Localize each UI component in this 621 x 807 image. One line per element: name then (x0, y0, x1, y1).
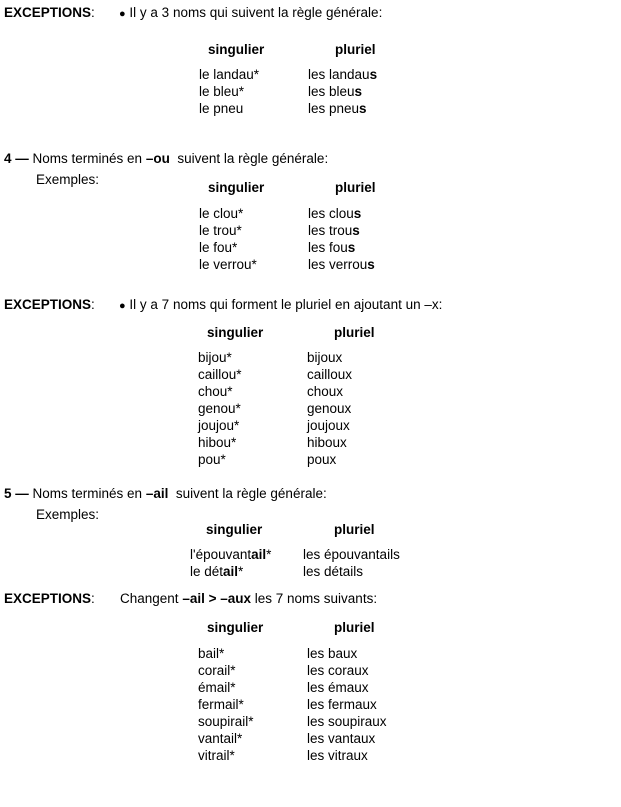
singular-ending: ail (251, 547, 267, 562)
rule-arrow: > (204, 591, 221, 606)
plural-text: choux (307, 384, 344, 399)
col-header-singular: singulier (206, 522, 263, 537)
col-header-plural: pluriel (334, 522, 375, 537)
singular-text: le bleu* (199, 84, 245, 99)
plural-cell (307, 713, 387, 730)
plural-base: les verrou (308, 257, 368, 272)
exceptions-heading-2 (4, 297, 95, 312)
section-number: 4 — (4, 151, 29, 166)
rule-text: Il y a 7 noms qui forment le pluriel en ajoutant un –x: (129, 297, 443, 312)
plural-cell (308, 83, 362, 100)
singular-cell (190, 563, 243, 580)
singular-cell (198, 730, 242, 747)
singular-cell (199, 100, 243, 117)
rule-from: –ail (182, 591, 205, 606)
singular-cell (190, 546, 271, 563)
col-header-singular: singulier (208, 180, 265, 195)
exceptions-colon: : (91, 591, 95, 606)
plural-cell (307, 696, 377, 713)
bullet-icon: ● (119, 8, 126, 20)
plural-cell (303, 546, 400, 563)
plural-ending: s (359, 101, 367, 116)
singular-cell (198, 645, 224, 662)
singular-text: le verrou* (199, 257, 257, 272)
plural-text: genoux (307, 401, 352, 416)
plural-cell (307, 645, 357, 662)
plural-cell (307, 417, 350, 434)
plural-cell (303, 563, 363, 580)
plural-text: hiboux (307, 435, 347, 450)
plural-base: les landau (308, 67, 370, 82)
plural-ending: s (353, 206, 362, 221)
singular-text: le trou* (199, 223, 242, 238)
plural-cell (308, 256, 375, 273)
plural-cell (307, 679, 369, 696)
plural-ending: s (369, 67, 378, 82)
exceptions-label: EXCEPTIONS (4, 297, 92, 312)
singular-ending: ail (223, 564, 239, 579)
plural-text: les épouvantails (303, 547, 400, 562)
col-header-plural: pluriel (334, 325, 375, 340)
section-text-before: Noms terminés en (32, 486, 146, 501)
bullet-icon: ● (119, 300, 126, 312)
plural-text: les vantaux (307, 731, 376, 746)
singular-cell (198, 662, 236, 679)
singular-cell (198, 434, 236, 451)
singular-text: fermail* (198, 697, 244, 712)
singular-text: le clou* (199, 206, 244, 221)
singular-text: genou* (198, 401, 241, 416)
section-text-after: suivent la règle générale: (169, 151, 329, 166)
singular-text: joujou* (198, 418, 240, 433)
plural-cell (307, 451, 336, 468)
col-header-plural: pluriel (335, 180, 376, 195)
plural-cell (307, 349, 342, 366)
examples-label: Exemples: (36, 172, 100, 187)
singular-text: le fou* (199, 240, 238, 255)
singular-base: le dét (190, 564, 224, 579)
col-header-singular: singulier (207, 620, 264, 635)
singular-cell (198, 696, 244, 713)
plural-base: les bleu (308, 84, 355, 99)
rule-to: –aux (220, 591, 252, 606)
singular-text: chou* (198, 384, 233, 399)
plural-cell (308, 66, 377, 83)
plural-text: cailloux (307, 367, 353, 382)
plural-base: les clou (308, 206, 354, 221)
plural-cell (308, 100, 367, 117)
exceptions-colon: : (91, 5, 95, 20)
plural-text: bijoux (307, 350, 343, 365)
singular-cell (198, 679, 236, 696)
plural-ending: s (352, 223, 360, 238)
singular-cell (198, 383, 233, 400)
section-ending: –ail (145, 486, 169, 501)
section-text-after: suivent la règle générale: (168, 486, 327, 501)
col-header-singular: singulier (207, 325, 264, 340)
singular-cell (199, 205, 243, 222)
singular-text: corail* (198, 663, 236, 678)
singular-cell (198, 451, 226, 468)
plural-cell (308, 205, 361, 222)
singular-text: pou* (198, 452, 226, 467)
section-number: 5 — (4, 486, 29, 501)
plural-text: les fermaux (307, 697, 377, 712)
singular-base: l'épouvant (190, 547, 252, 562)
singular-cell (199, 239, 237, 256)
plural-cell (308, 239, 355, 256)
plural-text: les vitraux (307, 748, 368, 763)
singular-text: caillou* (198, 367, 242, 382)
plural-cell (307, 747, 368, 764)
col-header-plural: pluriel (335, 42, 376, 57)
exceptions-colon: : (91, 297, 95, 312)
exceptions-label: EXCEPTIONS (4, 5, 92, 20)
exceptions-rule-2 (119, 297, 442, 312)
rule-text-after: les 7 noms suivants: (251, 591, 378, 606)
exceptions-rule-1 (119, 5, 382, 20)
plural-cell (307, 366, 352, 383)
plural-cell (307, 400, 351, 417)
plural-text: les détails (303, 564, 364, 579)
plural-base: les trou (308, 223, 353, 238)
col-header-plural: pluriel (334, 620, 375, 635)
plural-ending: s (354, 84, 363, 99)
singular-text: bijou* (198, 350, 232, 365)
singular-text: vitrail* (198, 748, 235, 763)
plural-text: les soupiraux (307, 714, 387, 729)
singular-cell (198, 366, 242, 383)
singular-cell (198, 417, 239, 434)
section-4-heading (4, 151, 328, 166)
plural-cell (308, 222, 360, 239)
singular-mark: * (238, 564, 244, 579)
singular-text: émail* (198, 680, 236, 695)
singular-text: soupirail* (198, 714, 254, 729)
plural-base: les fou (308, 240, 348, 255)
singular-cell (199, 256, 257, 273)
singular-cell (199, 83, 244, 100)
plural-text: joujoux (307, 418, 350, 433)
singular-cell (198, 747, 235, 764)
exceptions-label: EXCEPTIONS (4, 591, 92, 606)
plural-text: les coraux (307, 663, 369, 678)
plural-cell (307, 434, 347, 451)
col-header-singular: singulier (208, 42, 265, 57)
plural-text: poux (307, 452, 337, 467)
exceptions-heading-3 (4, 591, 95, 606)
singular-text: hibou* (198, 435, 237, 450)
examples-label: Exemples: (36, 507, 100, 522)
singular-cell (199, 222, 242, 239)
singular-text: le pneu (199, 101, 244, 116)
singular-cell (198, 713, 254, 730)
exceptions-rule-3 (120, 591, 377, 606)
exceptions-heading-1 (4, 5, 95, 20)
singular-cell (198, 349, 232, 366)
singular-cell (199, 66, 259, 83)
plural-cell (307, 662, 369, 679)
singular-cell (198, 400, 241, 417)
singular-text: vantail* (198, 731, 243, 746)
plural-ending: s (347, 240, 356, 255)
singular-mark: * (266, 547, 272, 562)
plural-text: les émaux (307, 680, 369, 695)
section-text-before: Noms terminés en (32, 151, 146, 166)
section-5-heading (4, 486, 327, 501)
singular-text: bail* (198, 646, 225, 661)
plural-ending: s (367, 257, 375, 272)
plural-text: les baux (307, 646, 358, 661)
singular-text: le landau* (199, 67, 260, 82)
plural-cell (307, 730, 375, 747)
plural-base: les pneu (308, 101, 360, 116)
rule-text: Il y a 3 noms qui suivent la règle générale: (129, 5, 383, 20)
section-ending: –ou (145, 151, 170, 166)
rule-text-before: Changent (120, 591, 183, 606)
plural-cell (307, 383, 343, 400)
